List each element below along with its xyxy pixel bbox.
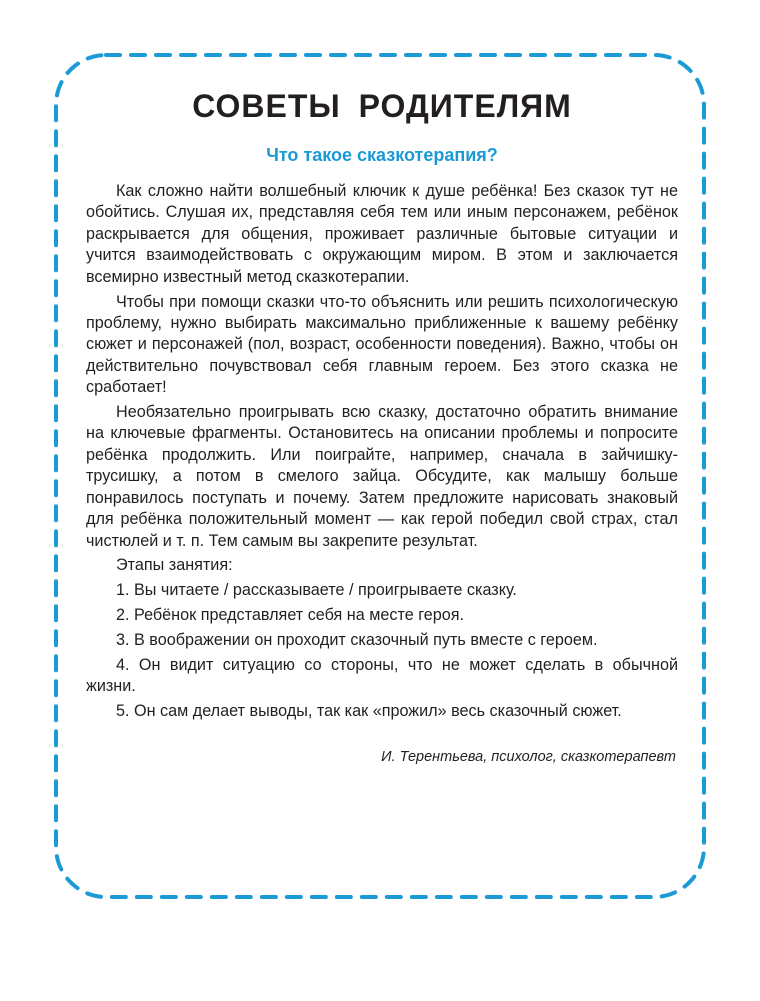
step-item: 2. Ребёнок представляет себя на месте героя. [116,606,465,625]
paragraph: Как сложно найти волшебный ключик к душе ребёнка! Без сказок тут не обойтись. Слушая их, представляя себя тем или иным персонажем, ребёнок раскрывается для общения, проживает различные бытовые ситуации и учится взаимодействовать с окружающим миром. В этом и заключается всемирно известный метод сказкотерапии. [86,182,678,286]
paragraph: Необязательно проигрывать всю сказку, достаточно обратить внимание на ключевые фрагменты. Остановитесь на описании проблемы и попросите ребёнка продолжить. Или поиграйте, например, сначала в зайчишку-трусишку, а потом в смелого зайца. Обсудите, как малышу больше понравилось поступать и почему. Затем предложите нарисовать знаковый для ребёнка положительный момент — как герой победил свой страх, стал чистюлей и т. п. Тем самым вы закрепите результат. [86,403,678,550]
steps-heading: Этапы занятия: [116,556,233,575]
step-item: 3. В воображении он проходит сказочный путь вместе с героем. [116,631,598,650]
article [86,86,678,767]
article-subtitle: Что такое сказкотерапия? [266,145,498,165]
page-title: СОВЕТЫ РОДИТЕЛЯМ [192,88,572,124]
step-item: 1. Вы читаете / рассказываете / проигрываете сказку. [116,581,517,600]
step-item: 5. Он сам делает выводы, так как «прожил» весь сказочный сюжет. [116,702,622,721]
step-item: 4. Он видит ситуацию со стороны, что не может сделать в обычной жизни. [86,656,678,696]
article-body [86,181,678,723]
author-signature: И. Терентьева, психолог, сказкотерапевт [381,748,676,765]
paragraph: Чтобы при помощи сказки что-то объяснить или решить психологическую проблему, нужно выбирать максимально приближенные к вашему ребёнку сюжет и персонажей (пол, возраст, особенности поведения). Важно, чтобы он действительно почувствовал себя главным героем. Без этого сказка не сработает! [86,292,678,397]
